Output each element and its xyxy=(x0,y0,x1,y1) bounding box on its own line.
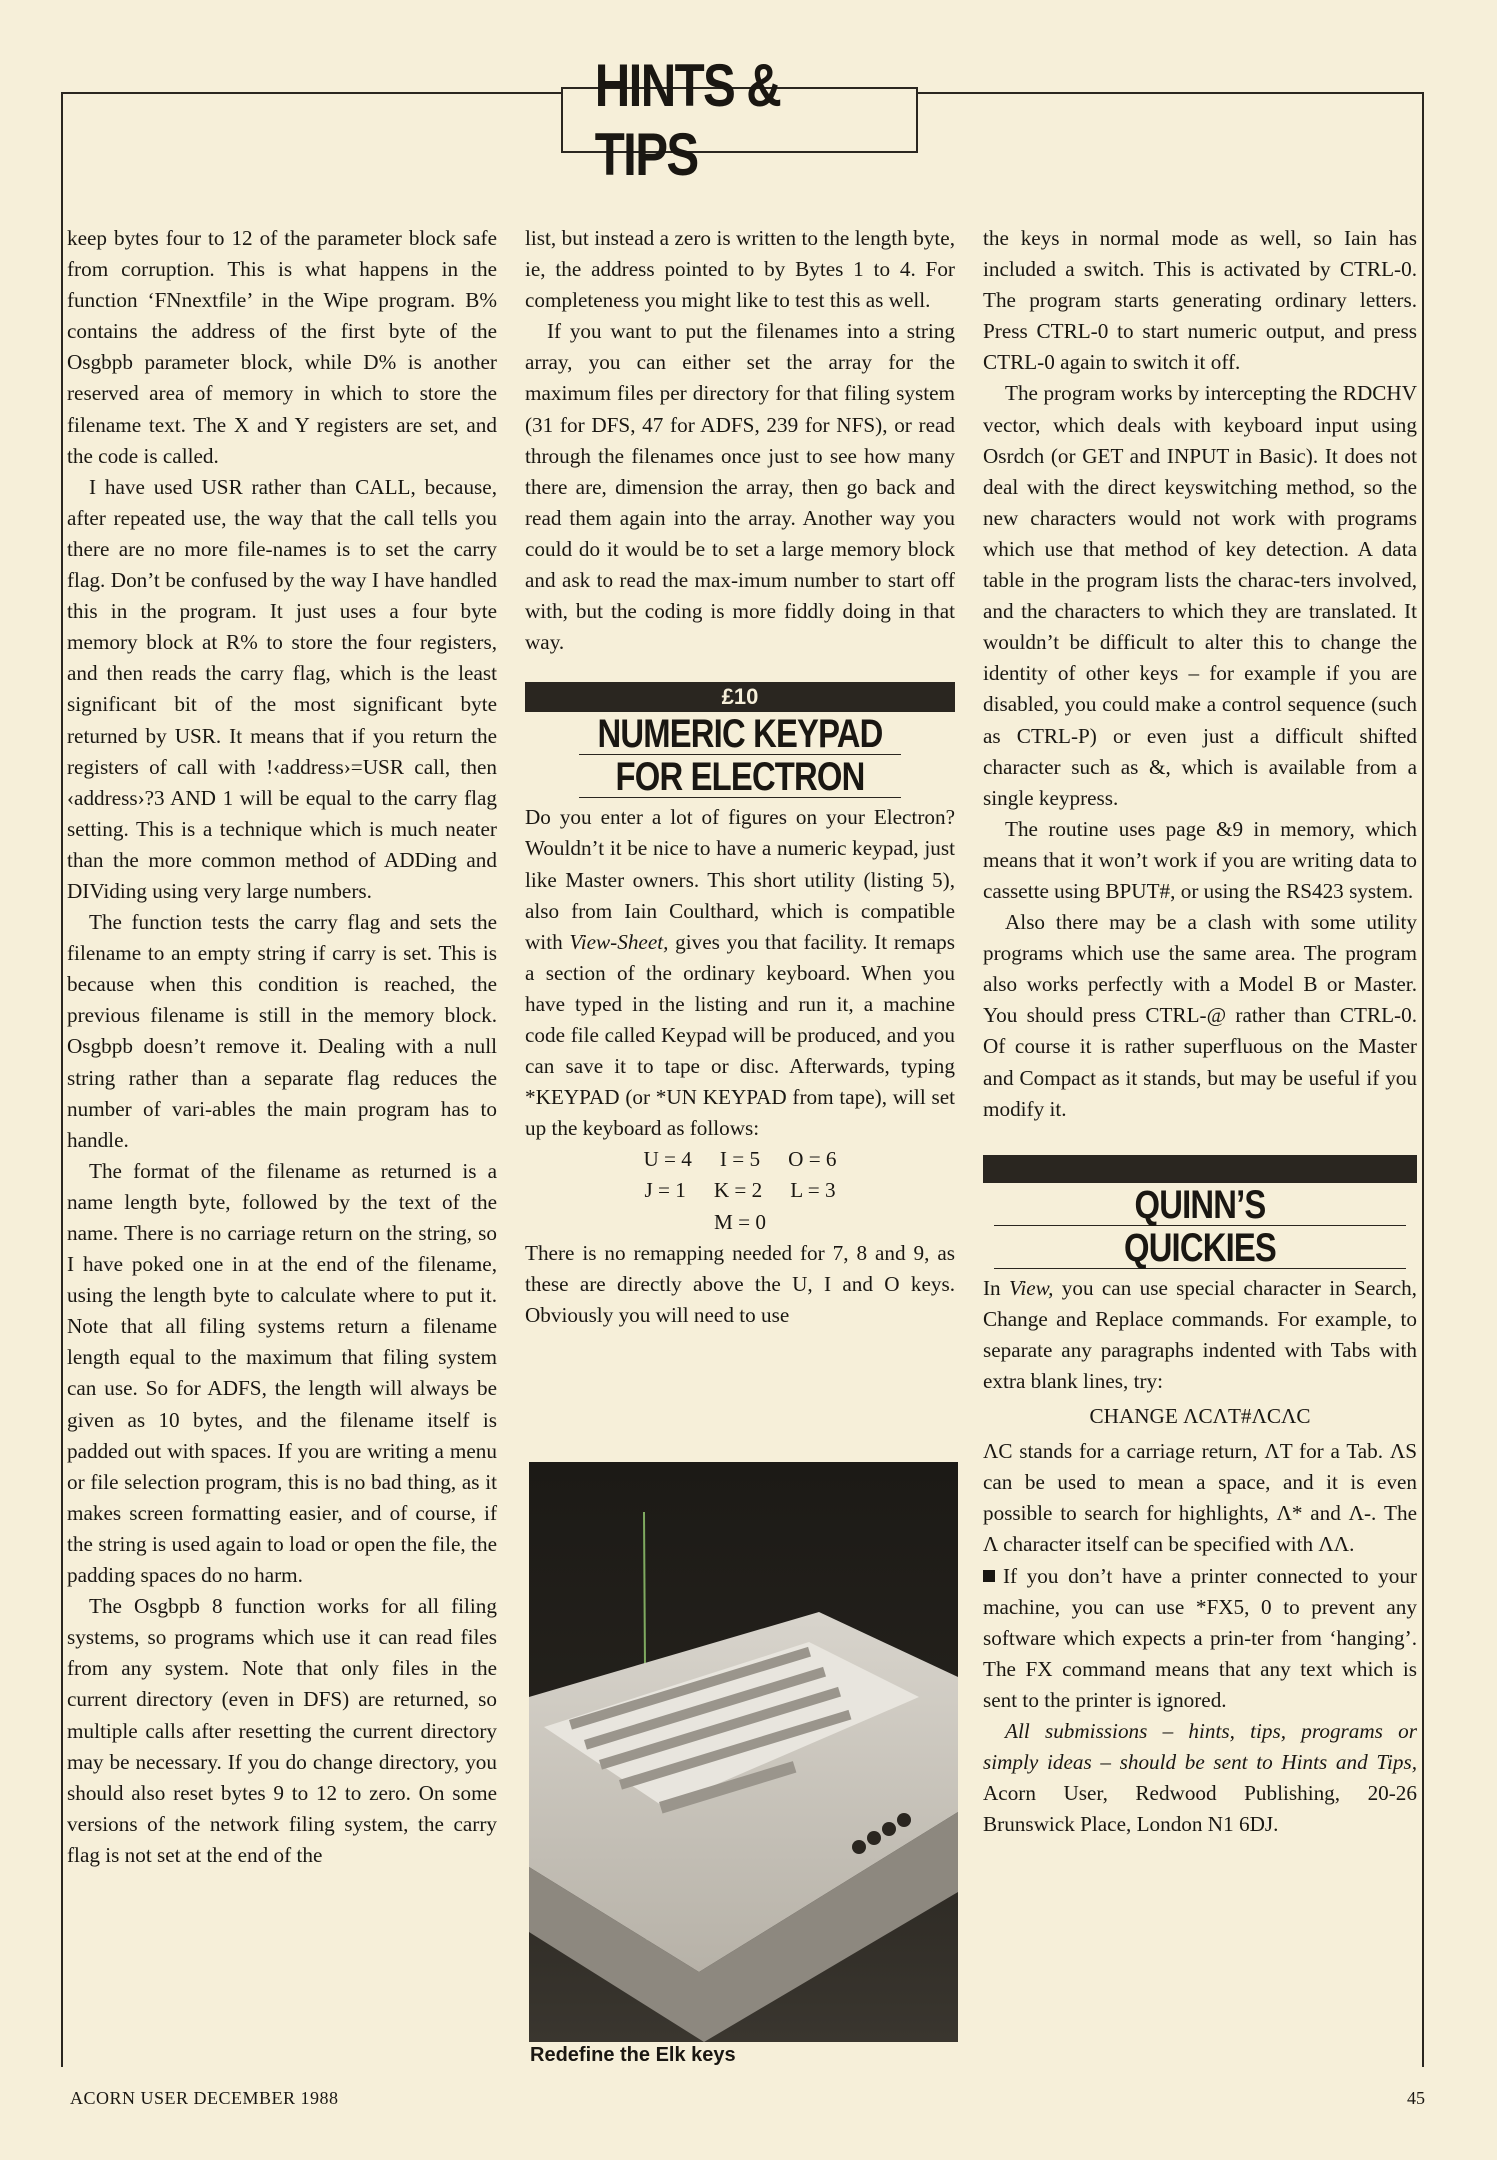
header-title: HINTS & TIPS xyxy=(594,52,781,188)
photo-caption: Redefine the Elk keys xyxy=(530,2044,736,2066)
paragraph: All submissions – hints, tips, programs or simply ideas – should be sent to Hints and Tips, Acorn User, Redwood Publishing, 20-26 Brunswick Place, London N1 6DJ. xyxy=(983,1719,1417,1837)
section-title-line: NUMERIC KEYPAD xyxy=(597,712,883,757)
paragraph: There is no remapping needed for 7, 8 and 9, as these are directly above the U, I and O keys. Obviously you will need to use xyxy=(525,1240,955,1327)
paragraph: The Osgbpb 8 function works for all filing systems, so programs which use it can read files from any system. Note that only files in the current directory (even in DFS) are returned, so multiple calls after resetting the current directory may be necessary. If you do change directory, you should also reset bytes 9 to 12 to zero. On some versions of the network filing system, the carry flag is not set at the end of the xyxy=(67,1594,497,1867)
paragraph: The program works by intercepting the RDCHV vector, which deals with keyboard input using Osrdch (or GET and INPUT in Basic). It does not deal with the direct keyswitching method, so the new characters would not work with programs which use that method of key detection. A data table in the program lists the charac-ters involved, and the characters to which they are translated. It wouldn’t be difficult to alter this to change the identity of other keys – for example if you are disabled, you could make a control sequence (such as CTRL-P) or even just a difficult shifted character such as &, which is available from a single keypress. xyxy=(983,381,1417,810)
paragraph: Also there may be a clash with some utility programs which use the same area. The program also works perfectly with a Model B or Master. You should press CTRL-@ rather than CTRL-0. Of course it is rather superfluous on the Master and Compact as it stands, but may be useful if you modify it. xyxy=(983,910,1417,1121)
page-number: 45 xyxy=(1407,2088,1425,2108)
paragraph: The format of the filename as returned is a name length byte, followed by the text of the name. There is no carriage return on the string, so I have poked one in at the end of the filename, using the length byte to calculate where to put it. Note that all filing systems return a filename length equal to the maximum that filing system can use. So for ADFS, the length will always be given as 10 bytes, and the filename itself is padded out with spaces. If you are writing a menu or file selection program, this is no bad thing, as it makes screen formatting easier, and of course, if the string is used again to load or open the file, the padding spaces do no harm. xyxy=(67,1158,497,1588)
column-3 xyxy=(983,223,1417,1840)
section-title-line: FOR ELECTRON xyxy=(615,755,865,800)
section-title-line: QUICKIES xyxy=(1123,1225,1276,1270)
paragraph: ΛC stands for a carriage return, ΛT for a Tab. ΛS can be used to mean a space, and it is even possible to search for highlights, Λ* and Λ-. The Λ character itself can be specified with ΛΛ. xyxy=(983,1439,1417,1557)
paragraph: If you want to put the filenames into a string array, you can either set the array for the maximum files per directory for that filing system (31 for DFS, 47 for ADFS, 239 for NFS), or read through the filenames once just to see how many there are, dimension the array, then go back and read them again into the array. Another way you could do it would be to set a large memory block and ask to read the max-imum number to start off with, but the coding is more fiddly doing in that way. xyxy=(525,319,955,655)
section-title-quinn xyxy=(983,1183,1417,1269)
keymap-row: U = 4 I = 5 O = 6 xyxy=(643,1147,837,1172)
footer-publication: ACORN USER DECEMBER 1988 xyxy=(70,2088,339,2108)
command-line: CHANGE ΛCΛT#ΛCΛC xyxy=(1089,1404,1311,1429)
paragraph: If you don’t have a printer connected to your machine, you can use *FX5, 0 to prevent any software which expects a prin-ter from ‘hanging’. The FX command means that any text which is sent to the printer is ignored. xyxy=(983,1563,1417,1712)
section-bar xyxy=(983,1155,1417,1183)
paragraph: The function tests the carry flag and sets the filename to an empty string if carry is set. This is because when this condition is reached, the previous filename is still in the memory block. Osgbpb doesn’t remove it. Dealing with a null string rather than a separate flag reduces the number of vari-ables the main program has to handle. xyxy=(67,910,497,1152)
paragraph: The routine uses page &9 in memory, which means that it won’t work if you are writing data to cassette using BPUT#, or using the RS423 system. xyxy=(983,816,1417,903)
electron-keyboard-photo xyxy=(529,1462,958,2042)
bullet-icon xyxy=(983,1570,995,1582)
section-title-keypad xyxy=(525,712,955,798)
keymap-table xyxy=(525,1144,955,1237)
keyboard-illustration xyxy=(529,1462,958,2042)
paragraph: the keys in normal mode as well, so Iain has included a switch. This is activated by CTRL-0. The program starts generating ordinary letters. Press CTRL-0 to start numeric output, and press CTRL-0 again to switch it off. xyxy=(983,226,1417,375)
paragraph: list, but instead a zero is written to the length byte, ie, the address pointed to by Bytes 1 to 4. For completeness you might like to test this as well. xyxy=(525,226,955,313)
section-title-line: QUINN’S xyxy=(1134,1182,1266,1227)
paragraph: Do you enter a lot of figures on your Electron? Wouldn’t it be nice to have a numeric keypad, just like Master owners. This short utility (listing 5), also from Iain Coulthard, which is compatible with View-Sheet, gives you that facility. It remaps a section of the ordinary keyboard. When you have typed in the listing and run it, a machine code file called Keypad will be produced, and you can save it to tape or disc. Afterwards, typing *KEYPAD (or *UN KEYPAD from tape), will set up the keyboard as follows: xyxy=(525,805,956,1141)
column-2 xyxy=(525,223,955,1331)
column-1 xyxy=(67,223,497,1871)
paragraph: I have used USR rather than CALL, because, after repeated use, the way that the call tells you there are no more file-names is to set the carry flag. Don’t be confused by the way I have handled this in the program. It just uses a four byte memory block at R% to store the four registers, and then reads the carry flag, which is the least significant bit of the most significant byte returned by USR. It means that if you return the registers of call with !‹address›=USR call, then ‹address›?3 AND 1 will be equal to the carry flag setting. This is a technique which is much neater than the more common method of ADDing and DIViding using very large numbers. xyxy=(67,474,497,903)
prize-label: £10 xyxy=(721,684,759,710)
paragraph: In View, you can use special character in Search, Change and Replace commands. For example, to separate any paragraphs indented with Tabs with extra blank lines, try: xyxy=(983,1275,1417,1393)
paragraph: keep bytes four to 12 of the parameter block safe from corruption. This is what happens in the function ‘FNnextfile’ in the Wipe program. B% contains the address of the first byte of the Osgbpb parameter block, while D% is another reserved area of memory in which to store the filename text. The X and Y registers are set, and the code is called. xyxy=(67,226,497,468)
section-header xyxy=(561,52,918,188)
prize-bar xyxy=(525,682,955,712)
keymap-row: M = 0 xyxy=(714,1209,766,1234)
keymap-row: J = 1 K = 2 L = 3 xyxy=(644,1178,836,1203)
